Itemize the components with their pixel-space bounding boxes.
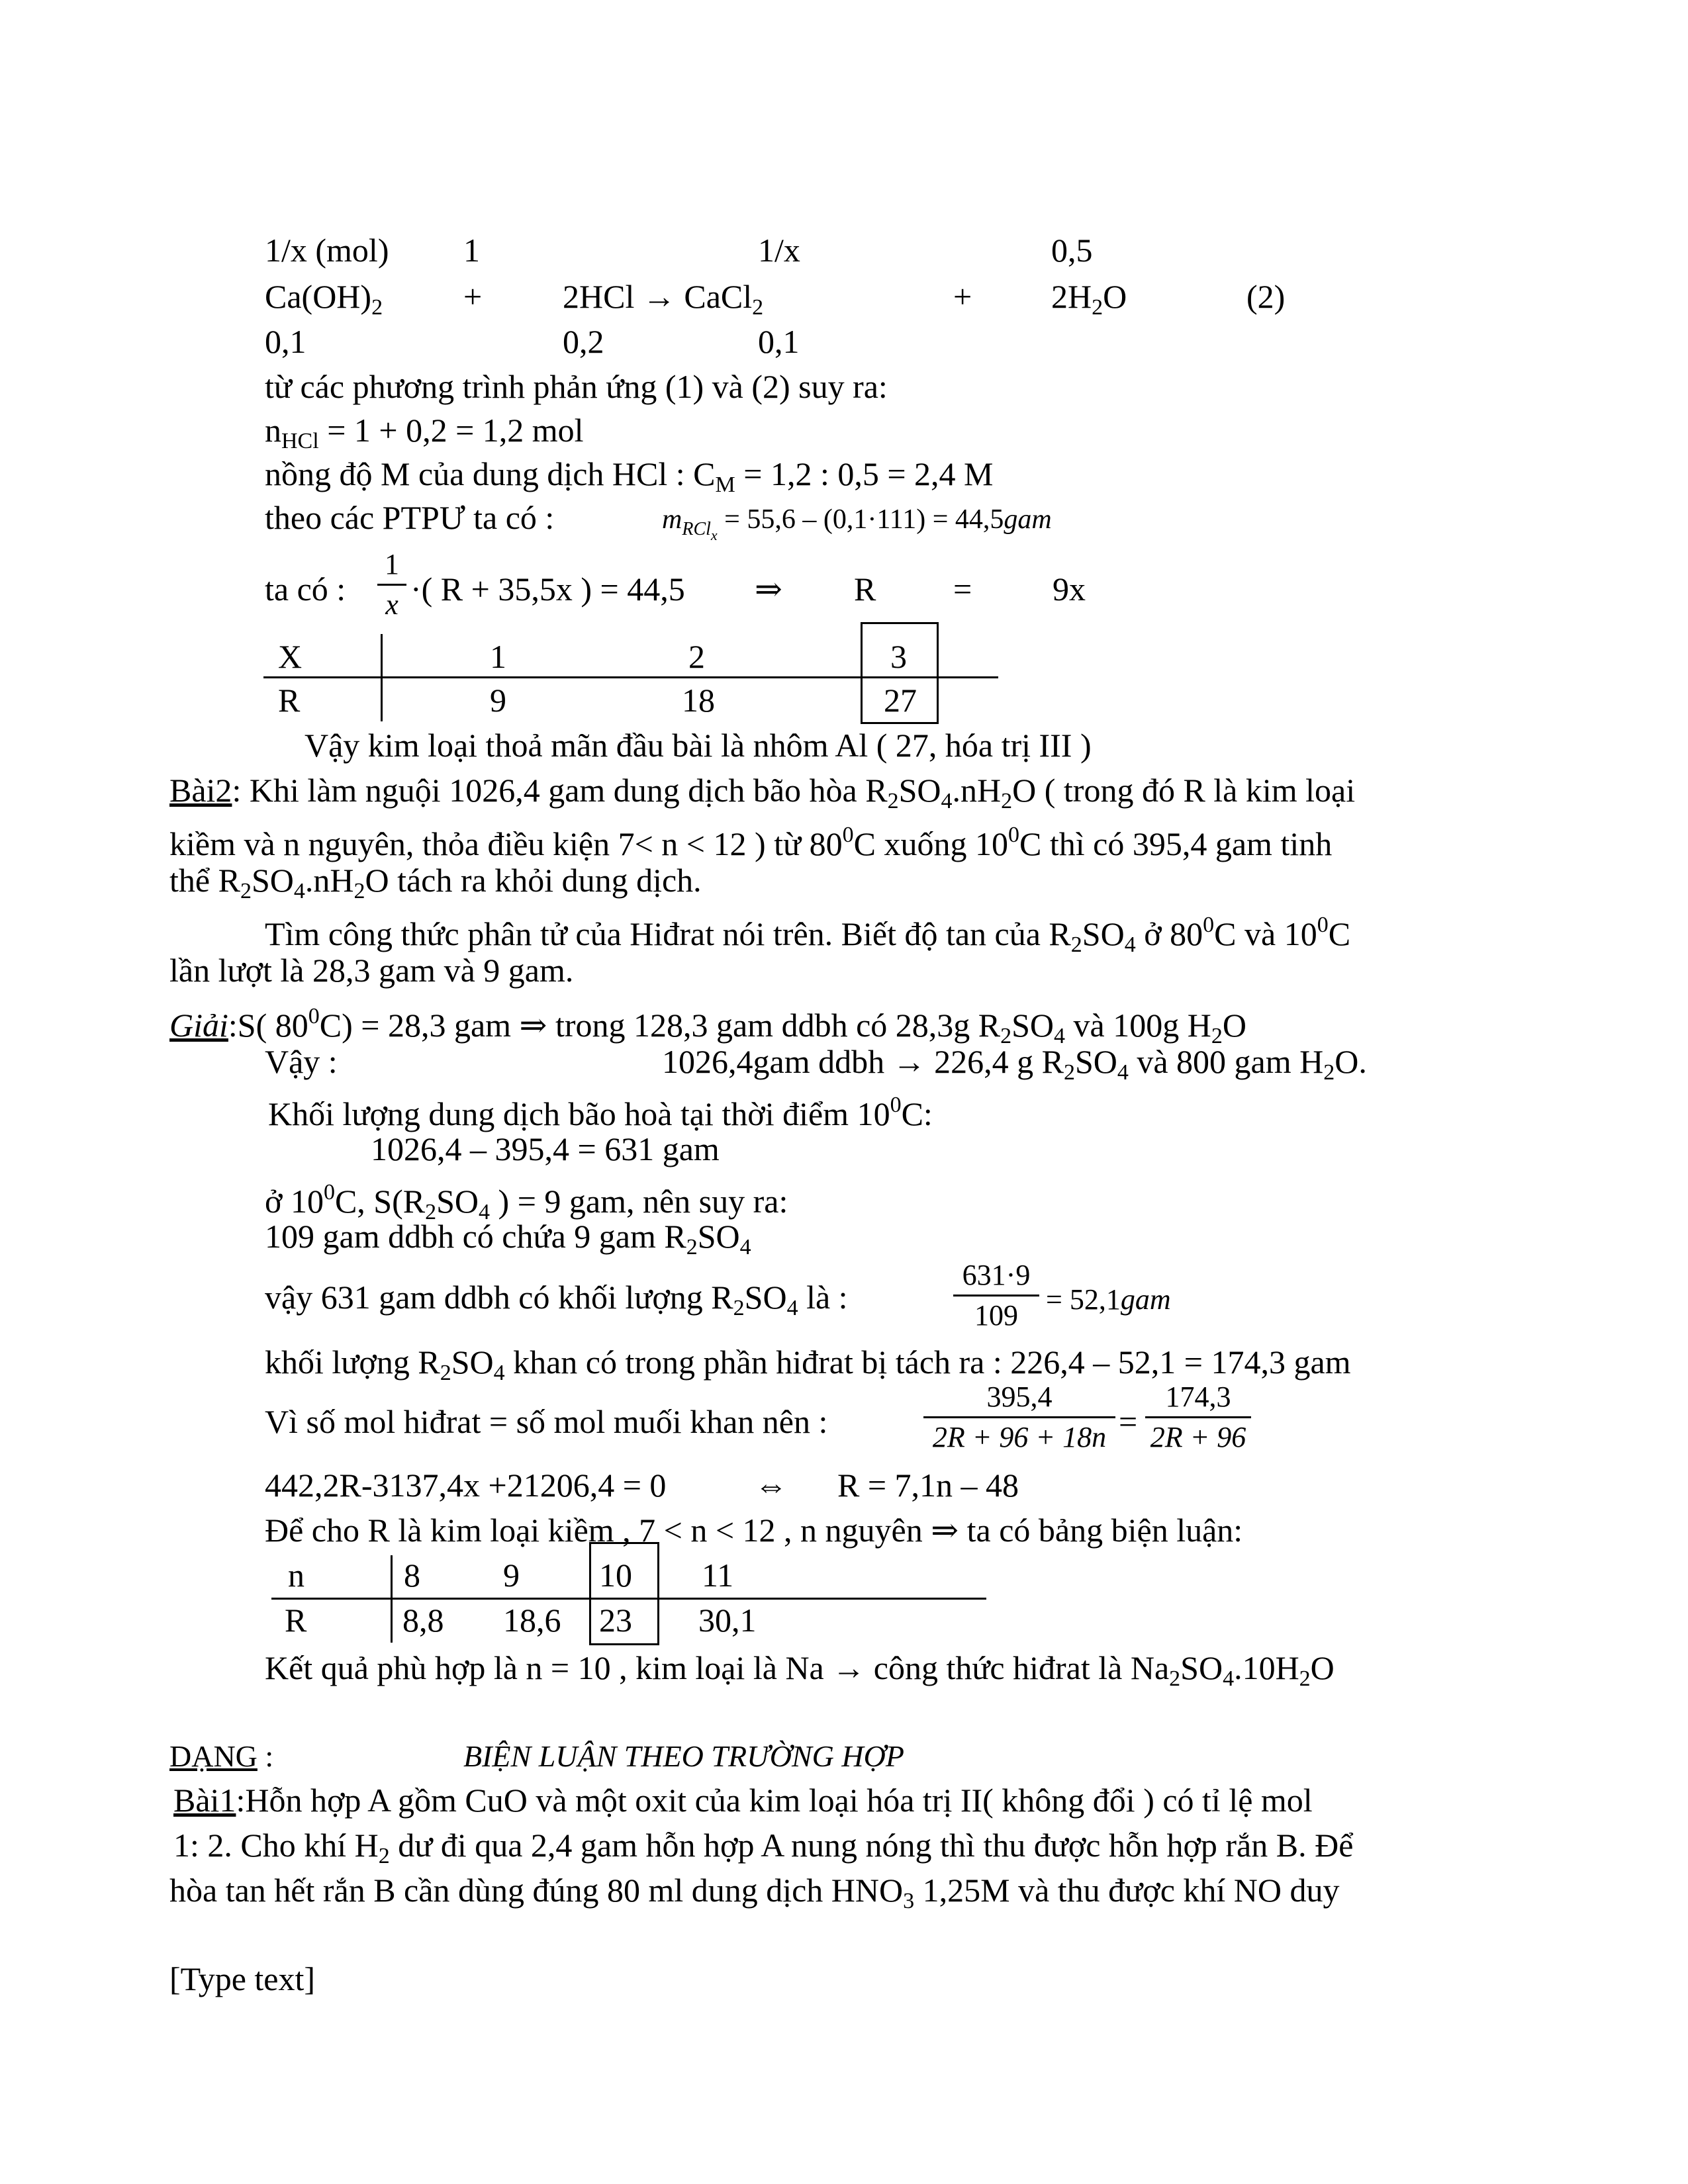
bai2-para-4: Tìm công thức phân tử của Hiđrat nói trên. Biết độ tan của $R_2SO_4$ ở $80^0C$ và $10^0C$ xyxy=(265,913,1351,957)
equals-sign: = xyxy=(953,570,972,608)
conclusion-aluminum: Vậy kim loại thoả mãn đầu bài là nhôm Al ( 27, hóa trị III ) xyxy=(305,727,1092,764)
table1-head-3: 3 xyxy=(890,638,907,675)
implies-arrow: ⇒ xyxy=(755,570,782,608)
frac-174-3: 174,3 2R + 96 xyxy=(1145,1381,1251,1454)
table2-row-1: 8,8 xyxy=(402,1602,444,1639)
giai-line-1: Giải:S( $80^0C) = 28,3$ gam ⇒ trong 128,3 gam ddbh có 28,3g $R_2SO_4$ và 100g $H_2O$ xyxy=(169,1004,1246,1048)
table1-row-2: 18 xyxy=(682,682,715,719)
table2-highlight-box xyxy=(589,1542,659,1645)
giai-line-10-iff: ⇔ xyxy=(755,1467,788,1504)
table1-head-1: 1 xyxy=(490,638,506,675)
table2-head-2: 9 xyxy=(503,1557,520,1594)
giai-line-2-label: Vậy : xyxy=(265,1043,338,1080)
frac-one-over-x: 1 x xyxy=(377,548,406,621)
line-r-equation: ·( R + 35,5x ) = 44,5 xyxy=(410,570,685,608)
table2-row-4: 30,1 xyxy=(698,1602,757,1639)
bai2-para-3: thể $R_2SO_4.nH_2O$ tách ra khỏi dung dịch. xyxy=(169,862,702,903)
bai1-label: Bài1 xyxy=(173,1782,236,1819)
math-m-rclx: $m_{RClx} = 55,6 - (0,1\cdot 111) = 44,5gam$ xyxy=(662,504,1052,543)
table1-row-0: R xyxy=(278,682,301,719)
giai-line-7: vậy 631 gam ddbh có khối lượng $R_2SO_4$ là : xyxy=(265,1279,848,1320)
bai1-para-2: 1: 2. Cho khí $H_2$ dư đi qua 2,4 gam hỗn hợp A nung nóng thì thu được hỗn hợp rắn B. Để xyxy=(173,1827,1354,1868)
section-dang-title: BIỆN LUẬN THEO TRƯỜNG HỢP xyxy=(463,1739,904,1773)
bai2-para-5: lần lượt là 28,3 gam và 9 gam. xyxy=(169,952,574,989)
frac-result-52-1: = 52,1gam xyxy=(1046,1283,1171,1316)
giai-line-2: 1026,4gam ddbh → 226,4 g $R_2SO_4$ và 800 gam $H_2O$. xyxy=(662,1043,1367,1085)
table2-head-4: 11 xyxy=(702,1557,734,1594)
eq-row-3-col-1: 0,1 xyxy=(265,323,306,360)
giai-line-10-a: 442,2R-3137,4x +21206,4 = 0 xyxy=(265,1467,667,1504)
table2-row-0: R xyxy=(285,1602,307,1639)
table1-head-0: X xyxy=(278,638,303,675)
giai-line-11: Để cho R là kim loại kiềm , 7 < n < 12 , n nguyên ⇒ ta có bảng biện luận: xyxy=(265,1512,1243,1549)
table1-head-2: 2 xyxy=(688,638,705,675)
bai2-para-1: Bài2: Khi làm nguội 1026,4 gam dung dịch bão hòa $R_2SO_4.nH_2O$ ( trong đó R là kim loại xyxy=(169,772,1356,813)
giai-line-6: 109 gam ddbh có chứa 9 gam $R_2SO_4$ xyxy=(265,1218,751,1259)
eq-row-2-hcl: 2HCl → CaCl$_2$ xyxy=(563,278,764,320)
eq-row-2-caoh2: $Ca(OH)_2$ xyxy=(265,278,383,320)
bai2-para-2: kiềm và n nguyên, thỏa điều kiện 7< n < 12 ) từ $80^0C$ xuống $10^0C$ thì có 395,4 gam tinh xyxy=(169,823,1333,862)
giai-label: Giải xyxy=(169,1007,228,1044)
giai-line-9: Vì số mol hiđrat = số mol muối khan nên : xyxy=(265,1403,828,1440)
table2-head-3: 10 xyxy=(599,1557,632,1594)
table1-highlight-box xyxy=(861,622,939,724)
bai1-para-3: hòa tan hết rắn B cần dùng đúng 80 ml dung dịch $HNO_3$ 1,25M và thu được khí NO duy xyxy=(169,1872,1340,1913)
giai-line-10-b: R = 7,1n – 48 xyxy=(837,1467,1019,1504)
eq-row-3-col-2: 0,2 xyxy=(563,323,604,360)
table1-col-divider xyxy=(381,634,383,721)
line-ptpu: theo các PTPƯ ta có : xyxy=(265,499,555,536)
bai2-label: Bài2 xyxy=(169,772,232,809)
eq-row-2-tag: (2) xyxy=(1246,278,1286,315)
table2-row-3: 23 xyxy=(599,1602,632,1639)
giai-line-5: ở $10^0C$, $S(R_2SO_4$ ) = 9 gam, nên suy ra: xyxy=(265,1180,788,1224)
frac-395-4: 395,4 2R + 96 + 18n xyxy=(923,1381,1115,1454)
eq-row-2-plus-2: + xyxy=(953,278,972,315)
giai-line-4: 1026,4 – 395,4 = 631 gam xyxy=(371,1130,720,1167)
table1-row-3: 27 xyxy=(884,682,917,719)
section-dang-label: DẠNG : xyxy=(169,1739,274,1773)
table2-head-0: n xyxy=(288,1557,305,1594)
table1-row-1: 9 xyxy=(490,682,506,719)
eq-row-1-col-4: 0,5 xyxy=(1051,232,1093,269)
bai1-para-1: Bài1:Hỗn hợp A gồm CuO và một oxit của kim loại hóa trị II( không đổi ) có tỉ lệ mol xyxy=(173,1782,1313,1819)
line-ta-co: ta có : xyxy=(265,570,346,608)
r-value-9x: 9x xyxy=(1053,570,1086,608)
eq-row-2-plus-1: + xyxy=(463,278,483,315)
conclusion-hydrate: Kết quả phù hợp là n = 10 , kim loại là Na → công thức hiđrat là $Na_2SO_4.10H_2O$ xyxy=(265,1649,1335,1691)
frac-631-9-over-109: 631·9 109 xyxy=(953,1259,1039,1332)
giai-line-3: Khối lượng dung dịch bão hoà tại thời điểm $10^0C$: xyxy=(268,1093,933,1132)
line-n-hcl: $n_{HCl} = 1 + 0,2 = 1,2$ mol xyxy=(265,412,584,453)
footer-placeholder: [Type text] xyxy=(169,1960,316,1997)
eq-row-3-col-3: 0,1 xyxy=(758,323,800,360)
r-symbol: R xyxy=(854,570,876,608)
table2-head-1: 8 xyxy=(404,1557,420,1594)
eq-row-1-col-2: 1 xyxy=(463,232,480,269)
eq-row-1-col-3: 1/x xyxy=(758,232,800,269)
frac-equals: = xyxy=(1119,1403,1138,1440)
table2-row-2: 18,6 xyxy=(503,1602,561,1639)
table2-col-divider xyxy=(391,1555,393,1643)
eq-row-2-h2o: $2H_2O$ xyxy=(1051,278,1127,320)
giai-line-8: khối lượng $R_2SO_4$ khan có trong phần hiđrat bị tách ra : 226,4 – 52,1 = 174,3 gam xyxy=(265,1343,1351,1385)
line-concentration: nồng độ M của dung dịch HCl : $C_M = 1,2$ : 0,5 = 2,4 M xyxy=(265,455,994,497)
eq-row-1-col-1: 1/x (mol) xyxy=(265,232,389,269)
line-reaction-conclusion: từ các phương trình phản ứng (1) và (2) suy ra: xyxy=(265,368,888,405)
